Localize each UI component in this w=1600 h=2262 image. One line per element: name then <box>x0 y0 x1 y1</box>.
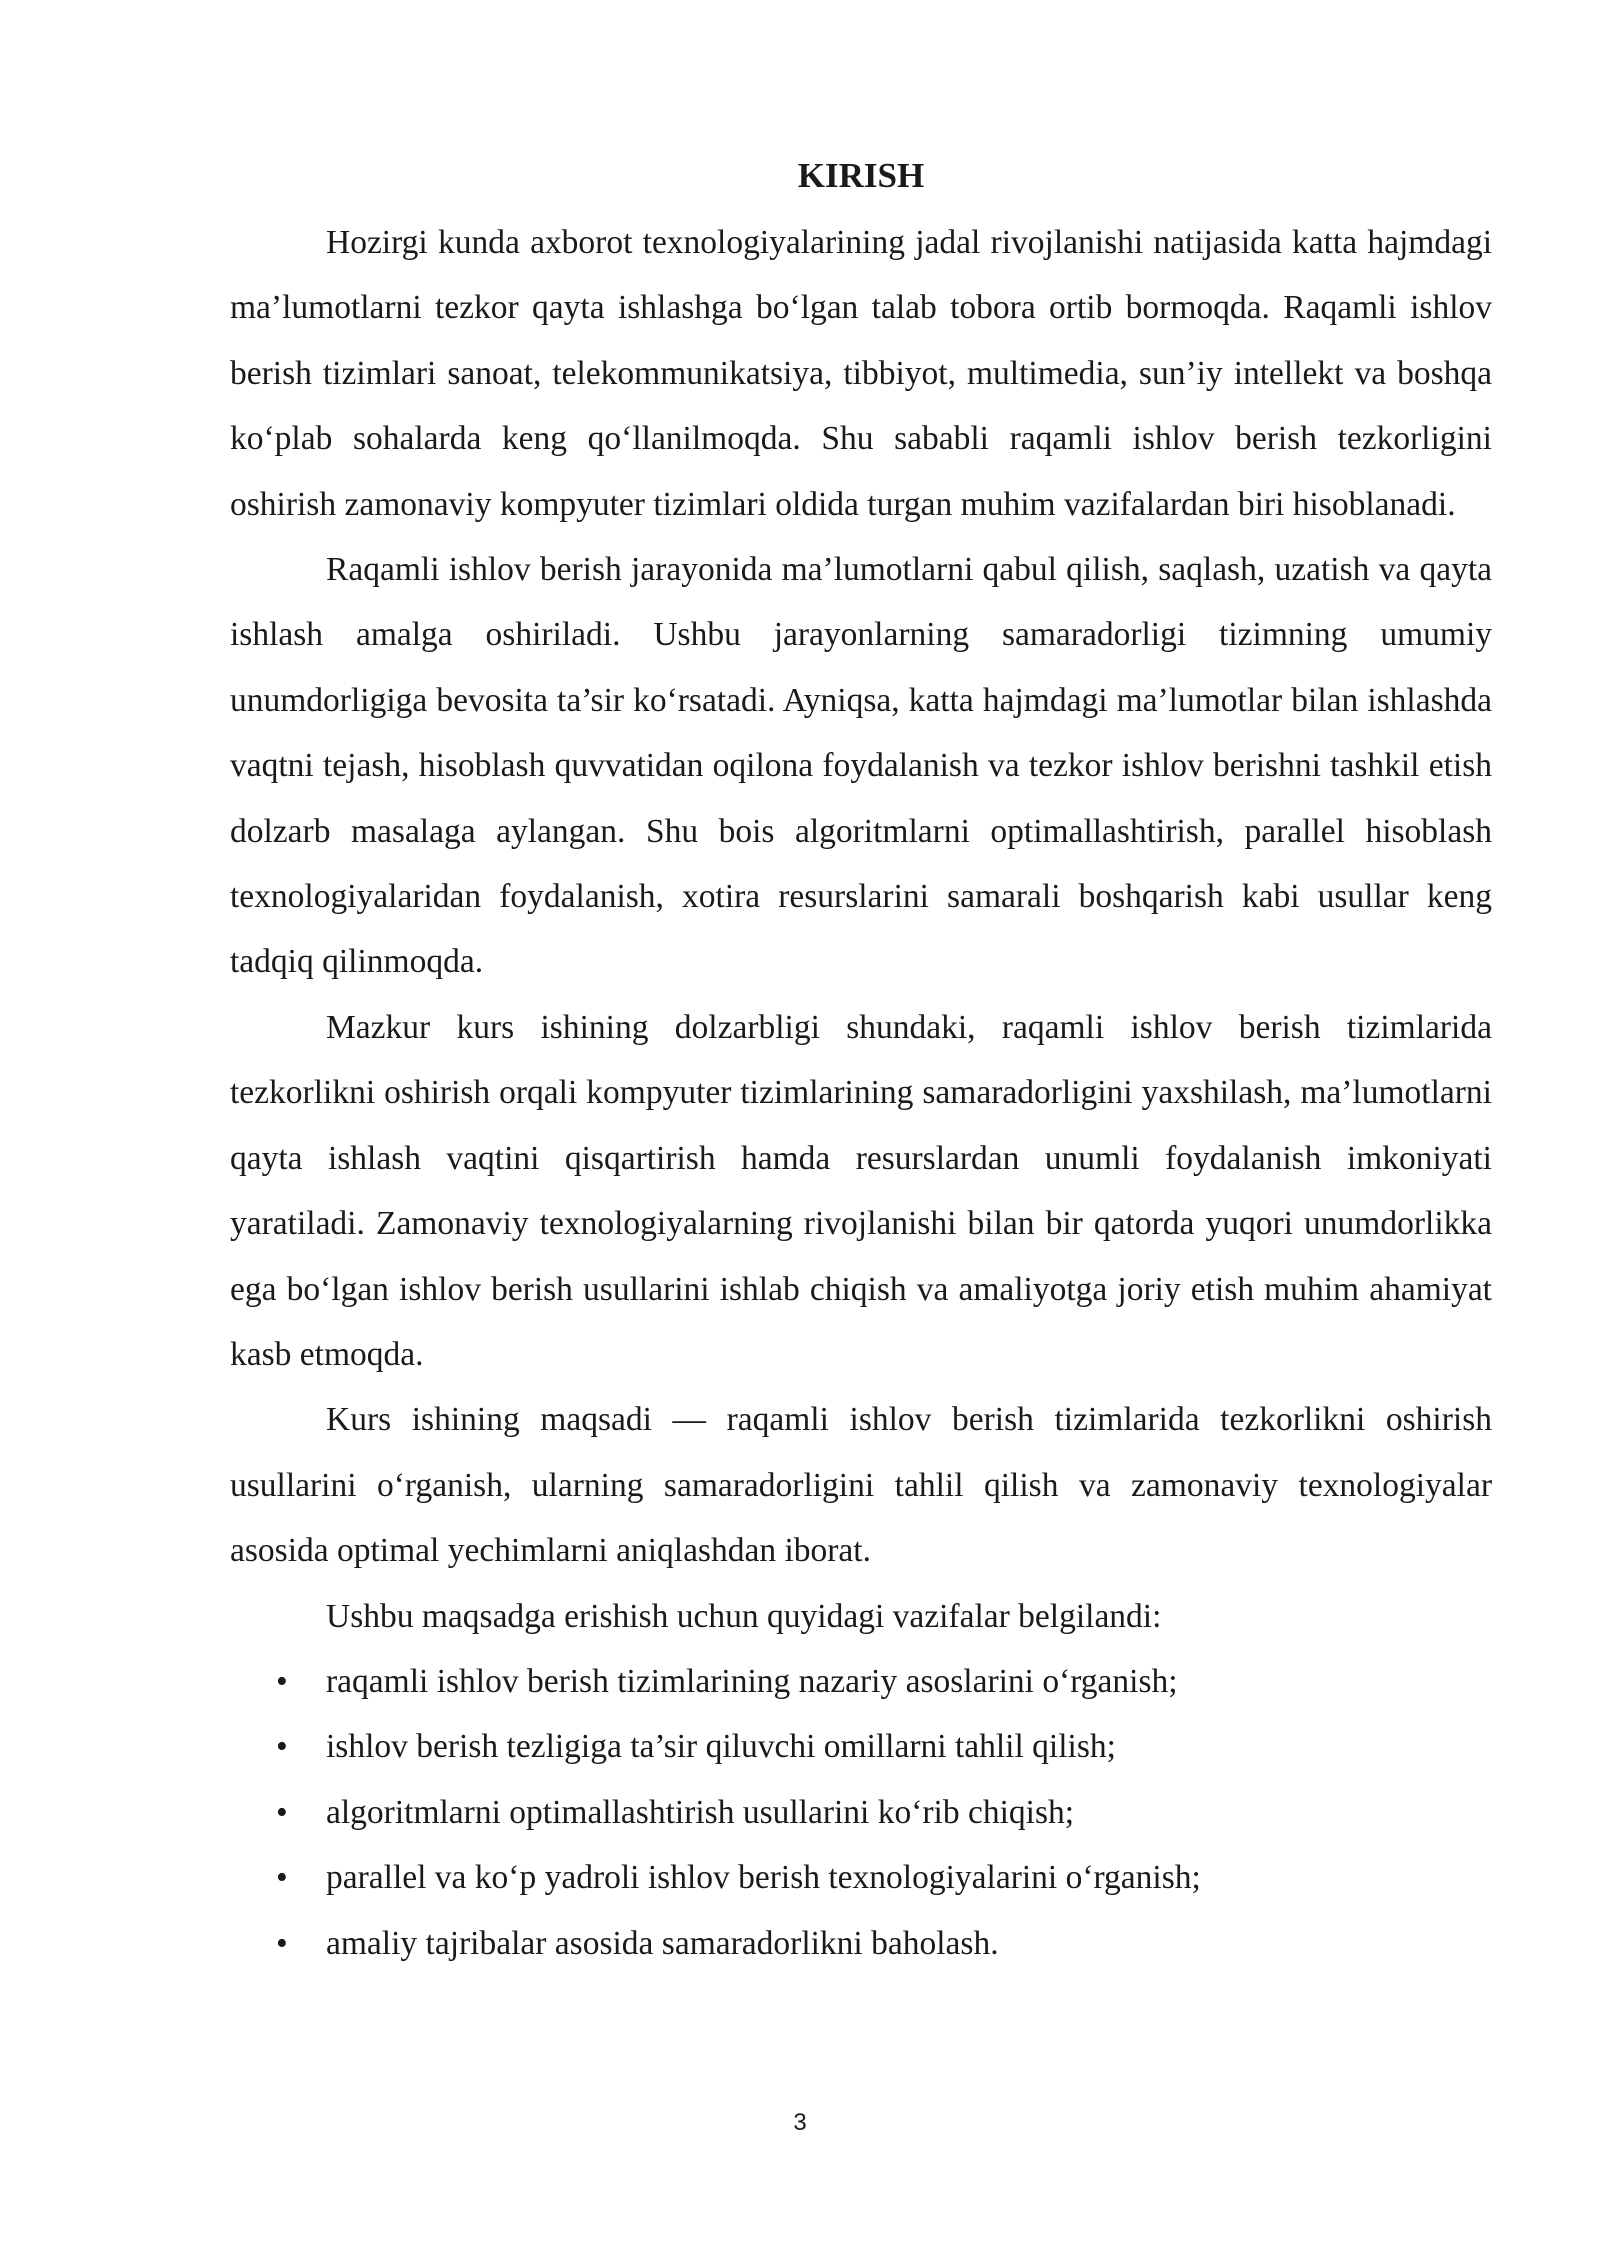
paragraph-goal: Kurs ishining maqsadi — raqamli ishlov berish tizimlarida tezkorlikni oshirish usullarini o‘rganish, ularning samaradorligini tahlil qilish va zamonaviy texnologiyalar asosida optimal yechimlarni aniqlashdan iborat. <box>230 1401 1492 1570</box>
task-text: amaliy tajribalar asosida samaradorlikni baholash. <box>326 1924 999 1962</box>
list-item <box>230 1780 1492 1845</box>
task-list <box>230 1649 1492 1976</box>
list-item <box>230 1911 1492 1976</box>
list-item <box>230 1649 1492 1714</box>
document-page <box>230 148 1492 1976</box>
task-text: algoritmlarni optimallashtirish usullarini ko‘rib chiqish; <box>326 1793 1075 1831</box>
page-number: 3 <box>793 2109 807 2136</box>
paragraph-tasks-intro: Ushbu maqsadga erishish uchun quyidagi vazifalar belgilandi: <box>326 1597 1162 1635</box>
list-item <box>230 1845 1492 1910</box>
list-item <box>230 1714 1492 1779</box>
paragraph-relevance: Mazkur kurs ishining dolzarbligi shundaki, raqamli ishlov berish tizimlarida tezkorlikni oshirish orqali kompyuter tizimlarining samaradorligini yaxshilash, ma’lumotlarni qayta ishlash vaqtini qisqartirish hamda resurslardan unumli foydalanish imkoniyati yaratiladi. Zamonaviy texnologiyalarning rivojlanishi bilan bir qatorda yuqori unumdorlikka ega bo‘lgan ishlov berish usullarini ishlab chiqish va amaliyotga joriy etish muhim ahamiyat kasb etmoqda. <box>230 1008 1492 1373</box>
section-title: KIRISH <box>797 156 925 195</box>
paragraph-process: Raqamli ishlov berish jarayonida ma’lumotlarni qabul qilish, saqlash, uzatish va qayta ishlash amalga oshiriladi. Ushbu jarayonlarning samaradorligi tizimning umumiy unumdorligiga bevosita ta’sir ko‘rsatadi. Ayniqsa, katta hajmdagi ma’lumotlar bilan ishlashda vaqtni tejash, hisoblash quvvatidan oqilona foydalanish va tezkor ishlov berishni tashkil etish dolzarb masalaga aylangan. Shu bois algoritmlarni optimallashtirish, parallel hisoblash texnologiyalaridan foydalanish, xotira resurslarini samarali boshqarish kabi usullar keng tadqiq qilinmoqda. <box>230 551 1492 981</box>
task-text: raqamli ishlov berish tizimlarining nazariy asoslarini o‘rganish; <box>326 1662 1178 1700</box>
bullet-icon: • <box>276 1728 288 1766</box>
bullet-icon: • <box>276 1924 288 1962</box>
task-text: parallel va ko‘p yadroli ishlov berish texnologiyalarini o‘rganish; <box>326 1859 1201 1897</box>
bullet-icon: • <box>276 1662 288 1700</box>
bullet-icon: • <box>276 1859 288 1897</box>
paragraph-introduction: Hozirgi kunda axborot texnologiyalarining jadal rivojlanishi natijasida katta hajmdagi ma’lumotlarni tezkor qayta ishlashga bo‘lgan talab tobora ortib bormoqda. Raqamli ishlov berish tizimlari sanoat, telekommunikatsiya, tibbiyot, multimedia, sun’iy intellekt va boshqa ko‘plab sohalarda keng qo‘llanilmoqda. Shu sababli raqamli ishlov berish tezkorligini oshirish zamonaviy kompyuter tizimlari oldida turgan muhim vazifalardan biri hisoblanadi. <box>230 224 1492 523</box>
task-text: ishlov berish tezligiga ta’sir qiluvchi omillarni tahlil qilish; <box>326 1728 1116 1766</box>
bullet-icon: • <box>276 1793 288 1831</box>
